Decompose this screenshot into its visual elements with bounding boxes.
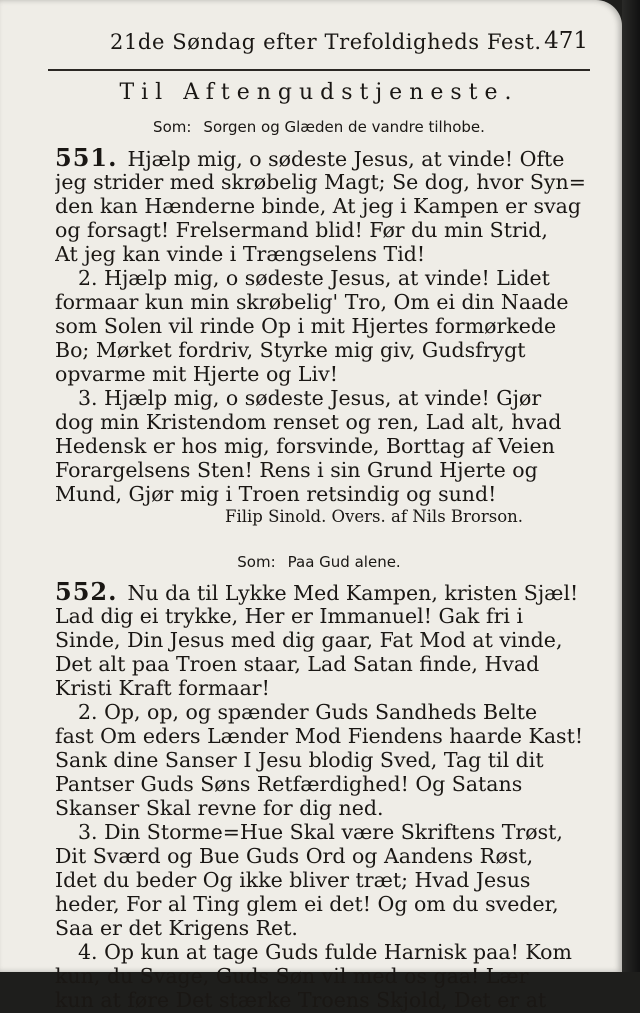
melody-note-552 [48, 553, 590, 571]
hymn-line: fast Om eders Lænder Mod Fiendens haarde Kast! [55, 724, 584, 748]
hymn-line: og forsagt! Frelsermand blid! Før du min Strid, [55, 218, 548, 242]
section-title: Til Aftengudstjeneste. [119, 80, 519, 105]
page-edge-shadow [622, 0, 640, 972]
hymn-line: jeg strider med skrøbelig Magt; Se dog, hvor Syn= [55, 170, 586, 194]
hymn-line: 3. Hjælp mig, o sødeste Jesus, at vinde! Gjør [78, 386, 542, 410]
melody-note-551 [48, 118, 590, 136]
header-rule [48, 69, 590, 71]
hymn-line: 3. Din Storme=Hue Skal være Skriftens Trøst, [78, 820, 563, 844]
melody-label: Som: [153, 118, 192, 136]
hymn-number: 551. [55, 145, 118, 171]
hymn-line: 2. Op, op, og spænder Guds Sandheds Belte [78, 700, 538, 724]
hymn-line: den kan Hænderne binde, At jeg i Kampen er svag [55, 194, 582, 218]
melody-name: Paa Gud alene. [287, 553, 401, 571]
hymn-line: Forargelsens Sten! Rens i sin Grund Hjerte og [55, 458, 538, 482]
hymn-line: Sank dine Sanser I Jesu blodig Sved, Tag til dit [55, 748, 544, 772]
running-title: 21de Søndag efter Trefoldigheds Fest. [110, 30, 542, 54]
hymn-line: Skanser Skal revne for dig ned. [55, 796, 384, 820]
hymn-line: Bo; Mørket fordriv, Styrke mig giv, Gudsfrygt [55, 338, 526, 362]
hymn-line: heder, For al Ting glem ei det! Og om du sveder, [55, 892, 559, 916]
hymn-line: formaar kun min skrøbelig' Tro, Om ei din Naade [55, 290, 569, 314]
hymn-line: kun, du Svage, Guds Søn vil med os gaa! Lær [55, 964, 529, 988]
hymn-line: 4. Op kun at tage Guds fulde Harnisk paa! Kom [78, 940, 572, 964]
hymn-line: 552. Nu da til Lykke Med Kampen, kristen Sjæl! [55, 579, 579, 605]
hymn-line: Idet du beder Og ikke bliver træt; Hvad Jesus [55, 868, 531, 892]
hymn-line: 551. Hjælp mig, o sødeste Jesus, at vinde! Ofte [55, 145, 565, 171]
page-number: 471 [544, 28, 588, 54]
hymn-line: Kristi Kraft formaar! [55, 676, 270, 700]
hymn-line: Hedensk er hos mig, forsvinde, Borttag af Veien [55, 434, 555, 458]
hymn-line: Det alt paa Troen staar, Lad Satan finde, Hvad [55, 652, 540, 676]
hymn-line: opvarme mit Hjerte og Liv! [55, 362, 338, 386]
hymn-line: Lad dig ei trykke, Her er Immanuel! Gak fri i [55, 604, 523, 628]
hymn-line: Pantser Guds Søns Retfærdighed! Og Satans [55, 772, 523, 796]
hymn-line: Dit Sværd og Bue Guds Ord og Aandens Røst, [55, 844, 534, 868]
melody-label: Som: [237, 553, 276, 571]
melody-name: Sorgen og Glæden de vandre tilhobe. [203, 118, 485, 136]
page-header [48, 26, 590, 70]
hymn-line: At jeg kan vinde i Trængselens Tid! [55, 242, 426, 266]
hymn-line: kun at føre Det stærke Troens Skjold, Det er at [55, 988, 547, 1012]
hymn-attribution: Filip Sinold. Overs. af Nils Brorson. [225, 507, 524, 526]
hymn-line: dog min Kristendom renset og ren, Lad alt, hvad [55, 410, 562, 434]
hymn-line: Saa er det Krigens Ret. [55, 916, 298, 940]
hymn-line: Mund, Gjør mig i Troen retsindig og sund! [55, 482, 497, 506]
hymn-line: 2. Hjælp mig, o sødeste Jesus, at vinde! Lidet [78, 266, 550, 290]
hymn-line: som Solen vil rinde Op i mit Hjertes formørkede [55, 314, 557, 338]
hymn-line: Sinde, Din Jesus med dig gaar, Fat Mod at vinde, [55, 628, 563, 652]
hymn-number: 552. [55, 579, 118, 605]
